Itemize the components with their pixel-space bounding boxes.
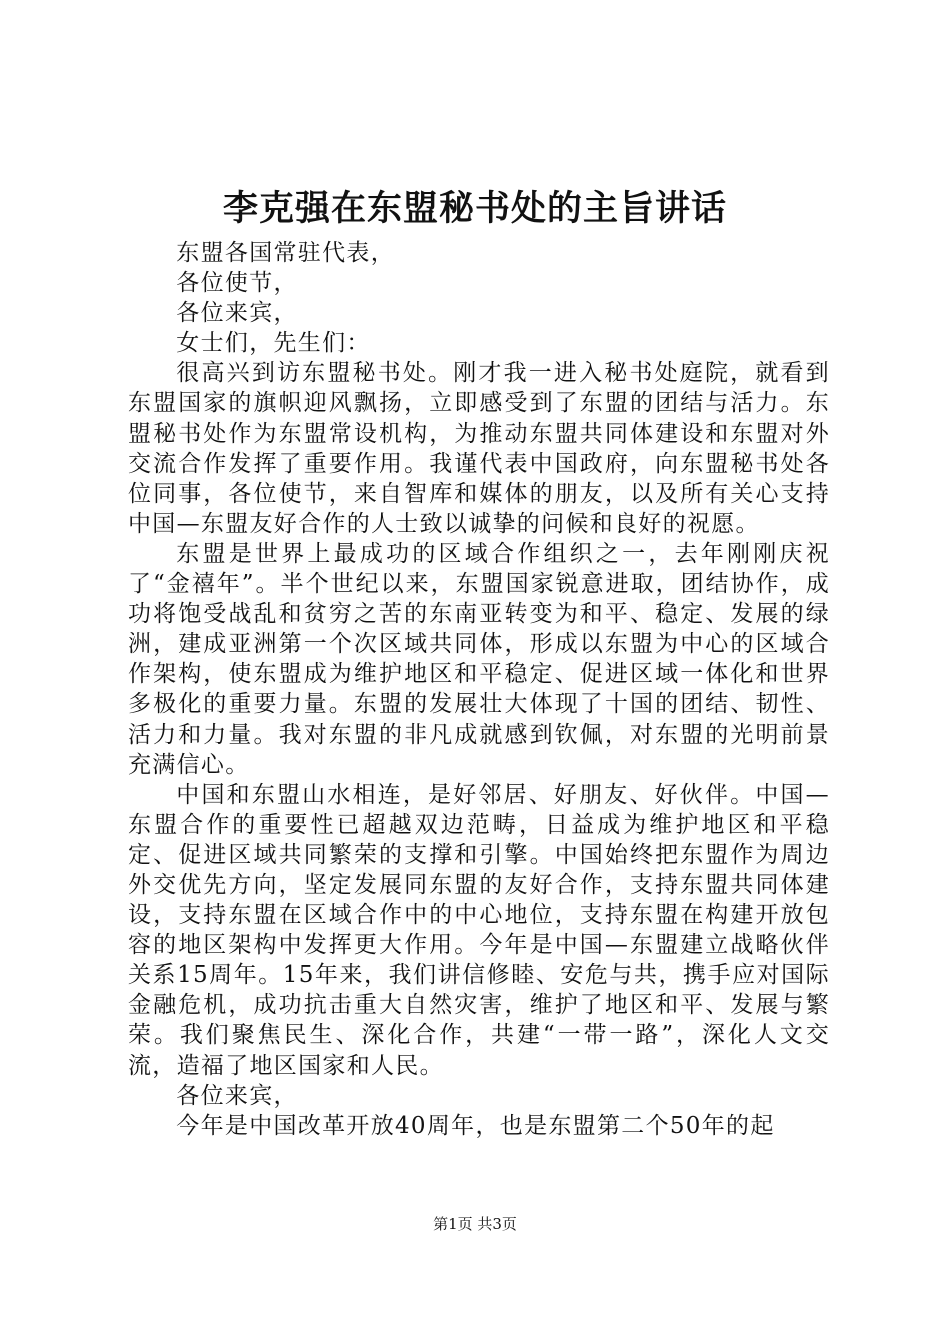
body-paragraph: 中国和东盟山水相连，是好邻居、好朋友、好伙伴。中国—东盟合作的重要性已超越双边范畴，日益成为维护地区和平稳定、促进区域共同繁荣的支撑和引擎。中国始终把东盟作为周边外交优先方向，坚定发展同东盟的友好合作，支持东盟共同体建设，支持东盟在区域合作中的中心地位，支持东盟在构建开放包容的地区架构中发挥更大作用。今年是中国—东盟建立战略伙伴关系15周年。15年来，我们讲信修睦、安危与共，携手应对国际金融危机，成功抗击重大自然灾害，维护了地区和平、发展与繁荣。我们聚焦民生、深化合作，共建“一带一路”，深化人文交流，造福了地区国家和人民。: [128, 781, 830, 1079]
body-paragraph: 很高兴到访东盟秘书处。刚才我一进入秘书处庭院，就看到东盟国家的旗帜迎风飘扬，立即感受到了东盟的团结与活力。东盟秘书处作为东盟常设机构，为推动东盟共同体建设和东盟对外交流合作发挥了重要作用。我谨代表中国政府，向东盟秘书处各位同事，各位使节，来自智库和媒体的朋友，以及所有关心支持中国—东盟友好合作的人士致以诚挚的问候和良好的祝愿。: [128, 360, 830, 537]
page-number-footer: 第1页 共3页: [433, 1215, 517, 1233]
salutation-line: 各位使节，: [176, 270, 298, 297]
salutation-line: 各位来宾，: [176, 1082, 298, 1109]
document-body: [128, 238, 830, 1141]
salutation-line: 东盟各国常驻代表，: [176, 240, 395, 266]
salutation-line: 女士们，先生们：: [176, 330, 371, 357]
salutation-line: 各位来宾，: [176, 300, 298, 327]
body-paragraph: 东盟是世界上最成功的区域合作组织之一，去年刚刚庆祝了“金禧年”。半个世纪以来，东盟国家锐意进取，团结协作，成功将饱受战乱和贫穷之苦的东南亚转变为和平、稳定、发展的绿洲，建成亚洲第一个次区域共同体，形成以东盟为中心的区域合作架构，使东盟成为维护地区和平稳定、促进区域一体化和世界多极化的重要力量。东盟的发展壮大体现了十国的团结、韧性、活力和力量。我对东盟的非凡成就感到钦佩，对东盟的光明前景充满信心。: [128, 540, 830, 778]
document-title: 李克强在东盟秘书处的主旨讲话: [222, 188, 727, 229]
body-paragraph: 今年是中国改革开放40周年，也是东盟第二个50年的起: [176, 1112, 775, 1139]
